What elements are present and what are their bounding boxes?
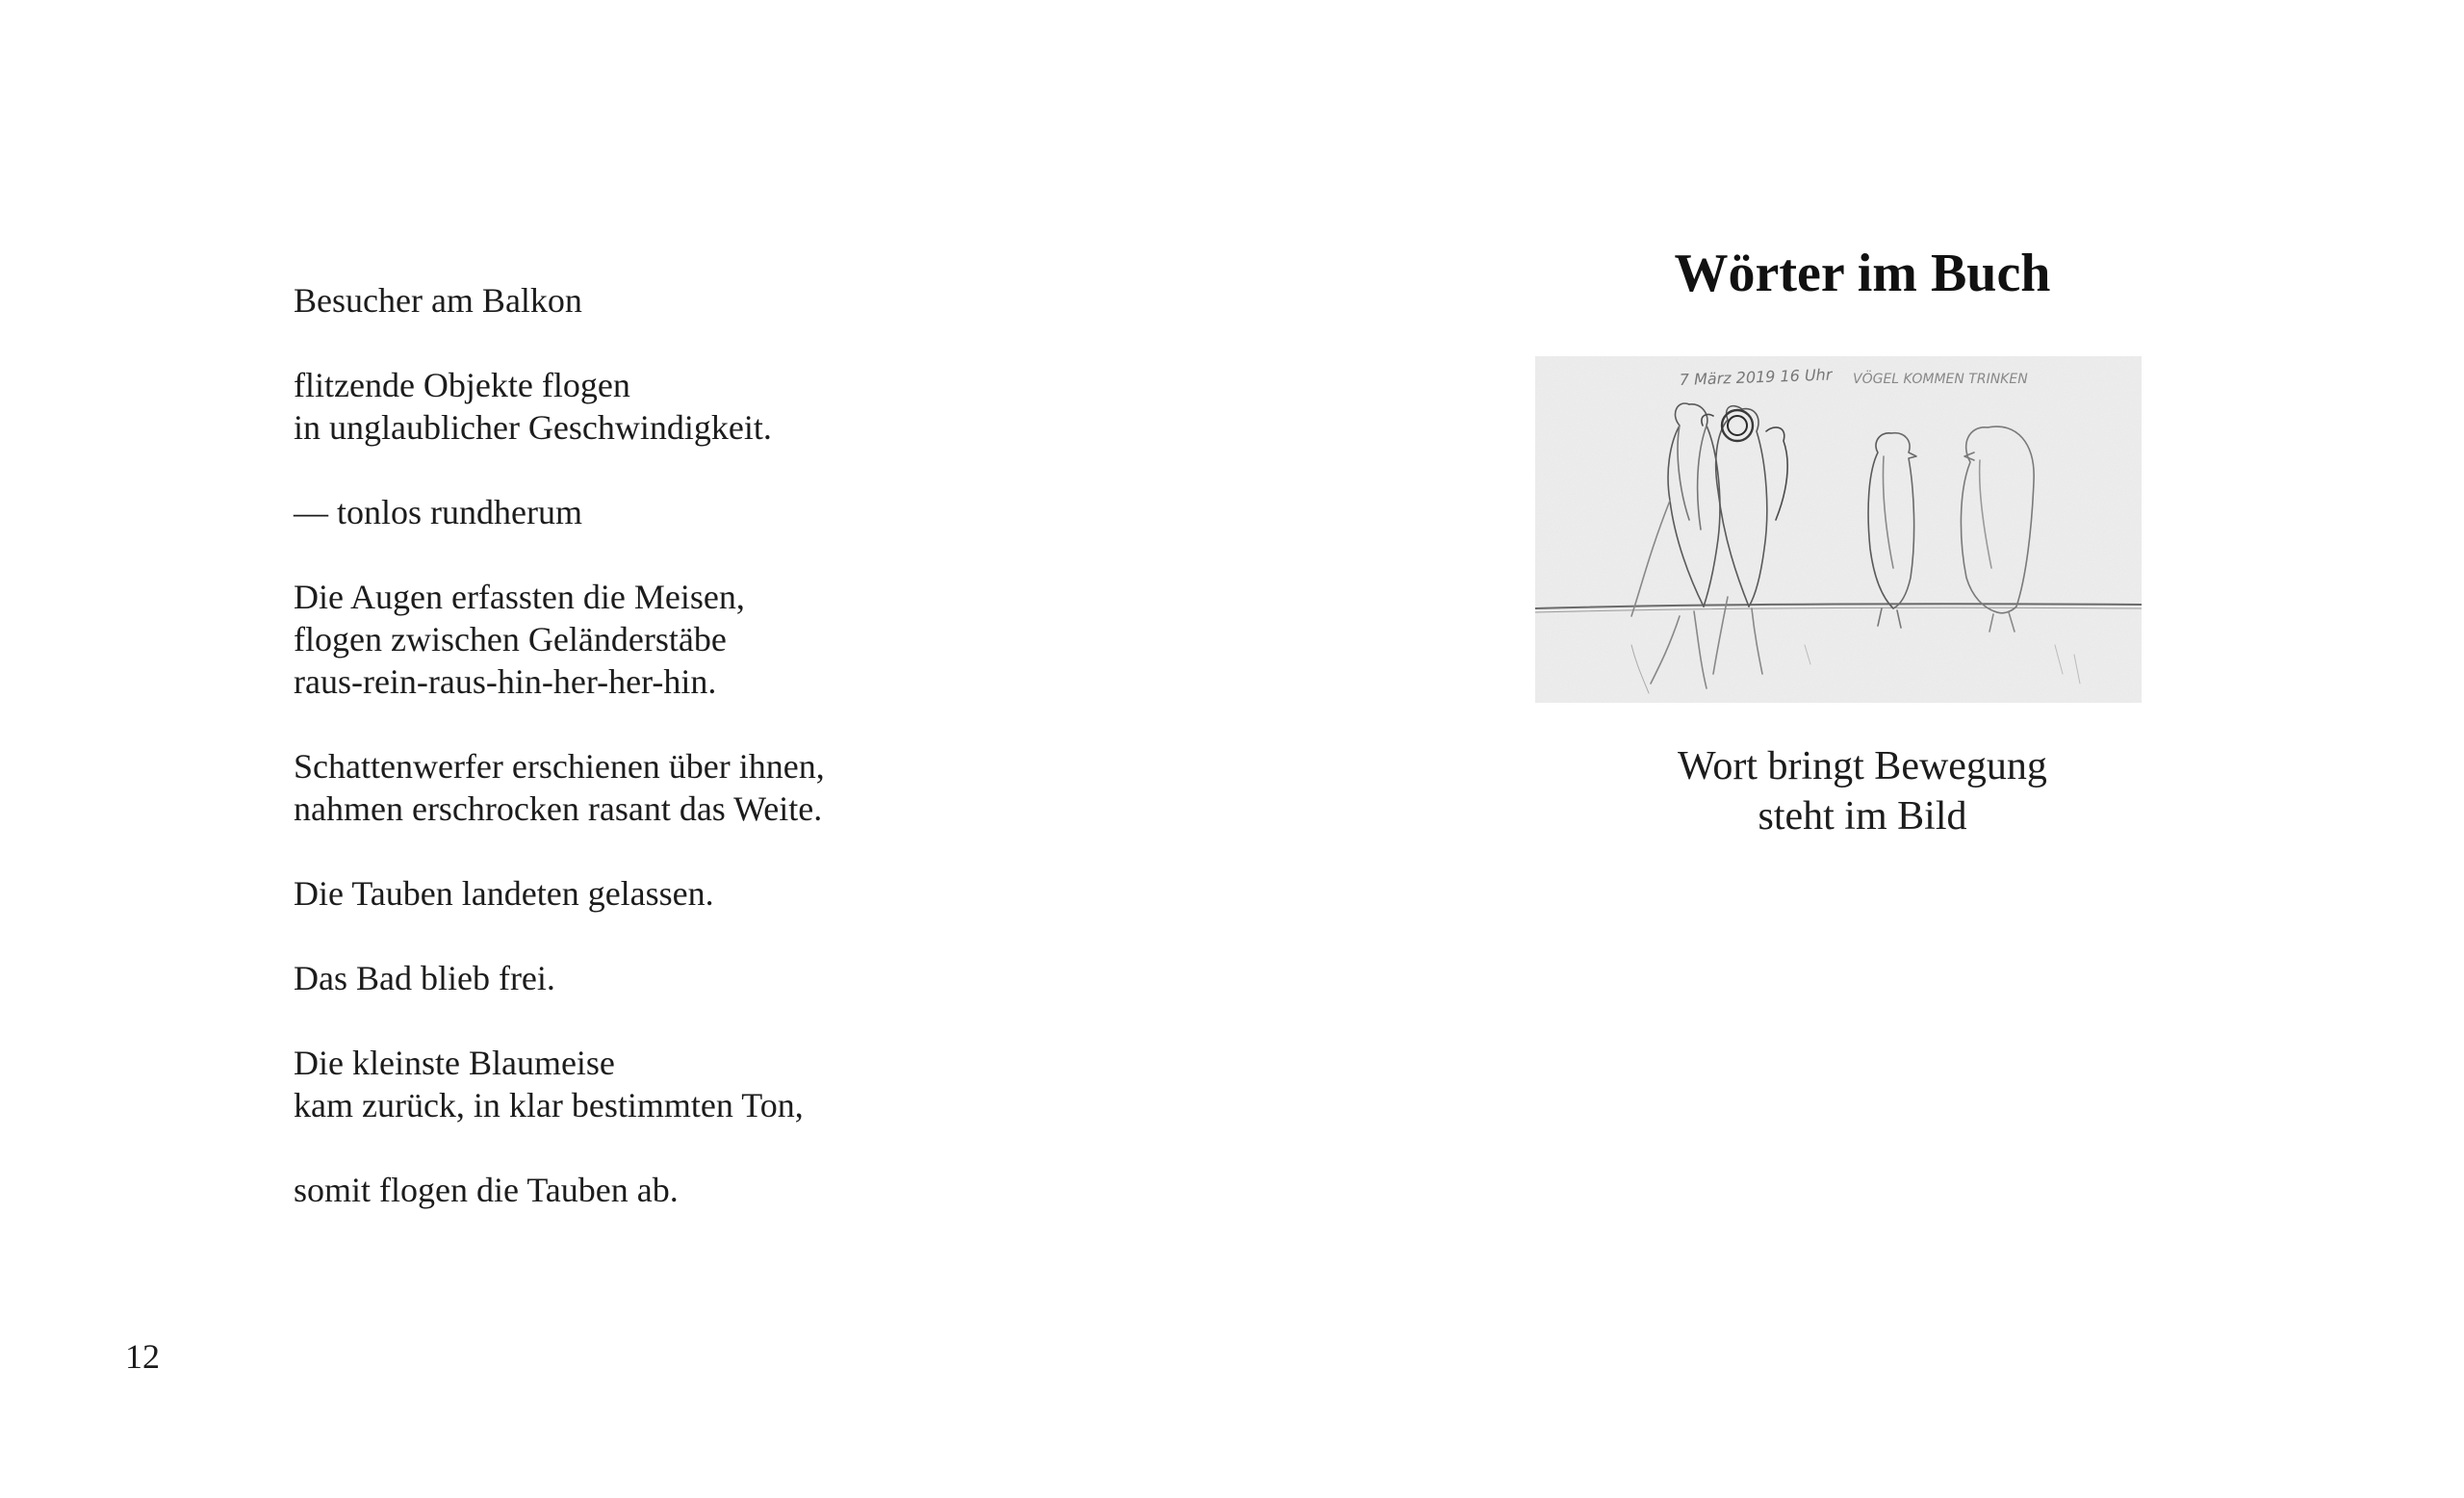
poem-stanza [294, 576, 1160, 703]
sketch-handwriting-date: 7 März 2019 16 Uhr [1679, 365, 1833, 389]
poem [294, 279, 1160, 1211]
caption-line: steht im Bild [1758, 794, 1967, 839]
poem-stanza [294, 957, 1160, 999]
image-caption [1497, 741, 2228, 841]
poem-line: in unglaublicher Geschwindigkeit. [294, 408, 772, 447]
poem-line: somit flogen die Tauben ab. [294, 1171, 679, 1209]
poem-stanza [294, 745, 1160, 830]
poem-line: kam zurück, in klar bestimmten Ton, [294, 1086, 804, 1124]
poem-line: flogen zwischen Geländerstäbe [294, 620, 727, 659]
poem-line: Besucher am Balkon [294, 281, 582, 320]
poem-line: Die Augen erfassten die Meisen, [294, 578, 745, 616]
poem-stanza [294, 364, 1160, 449]
bird-sketch-image [1535, 356, 2142, 703]
poem-line: Die Tauben landeten gelassen. [294, 874, 714, 913]
page-number: 12 [125, 1337, 160, 1376]
poem-line: Schattenwerfer erschienen über ihnen, [294, 747, 825, 786]
poem-title [294, 279, 1160, 322]
right-page [1232, 0, 2464, 1498]
poem-line: Das Bad blieb frei. [294, 959, 555, 997]
sketch-handwriting-note: VÖGEL KOMMEN TRINKEN [1853, 372, 2028, 387]
poem-stanza [294, 872, 1160, 915]
poem-stanza [294, 1042, 1160, 1126]
poem-stanza [294, 1169, 1160, 1211]
page-heading: Wörter im Buch [1674, 244, 2051, 303]
poem-stanza [294, 491, 1160, 533]
poem-line: — tonlos rundherum [294, 493, 582, 531]
caption-line: Wort bringt Bewegung [1678, 744, 2047, 788]
pencil-sketch-illustration [1535, 356, 2142, 703]
poem-line: raus-rein-raus-hin-her-her-hin. [294, 662, 717, 701]
poem-line: flitzende Objekte flogen [294, 366, 630, 404]
poem-line: nahmen erschrocken rasant das Weite. [294, 789, 823, 828]
poem-line: Die kleinste Blaumeise [294, 1044, 615, 1082]
